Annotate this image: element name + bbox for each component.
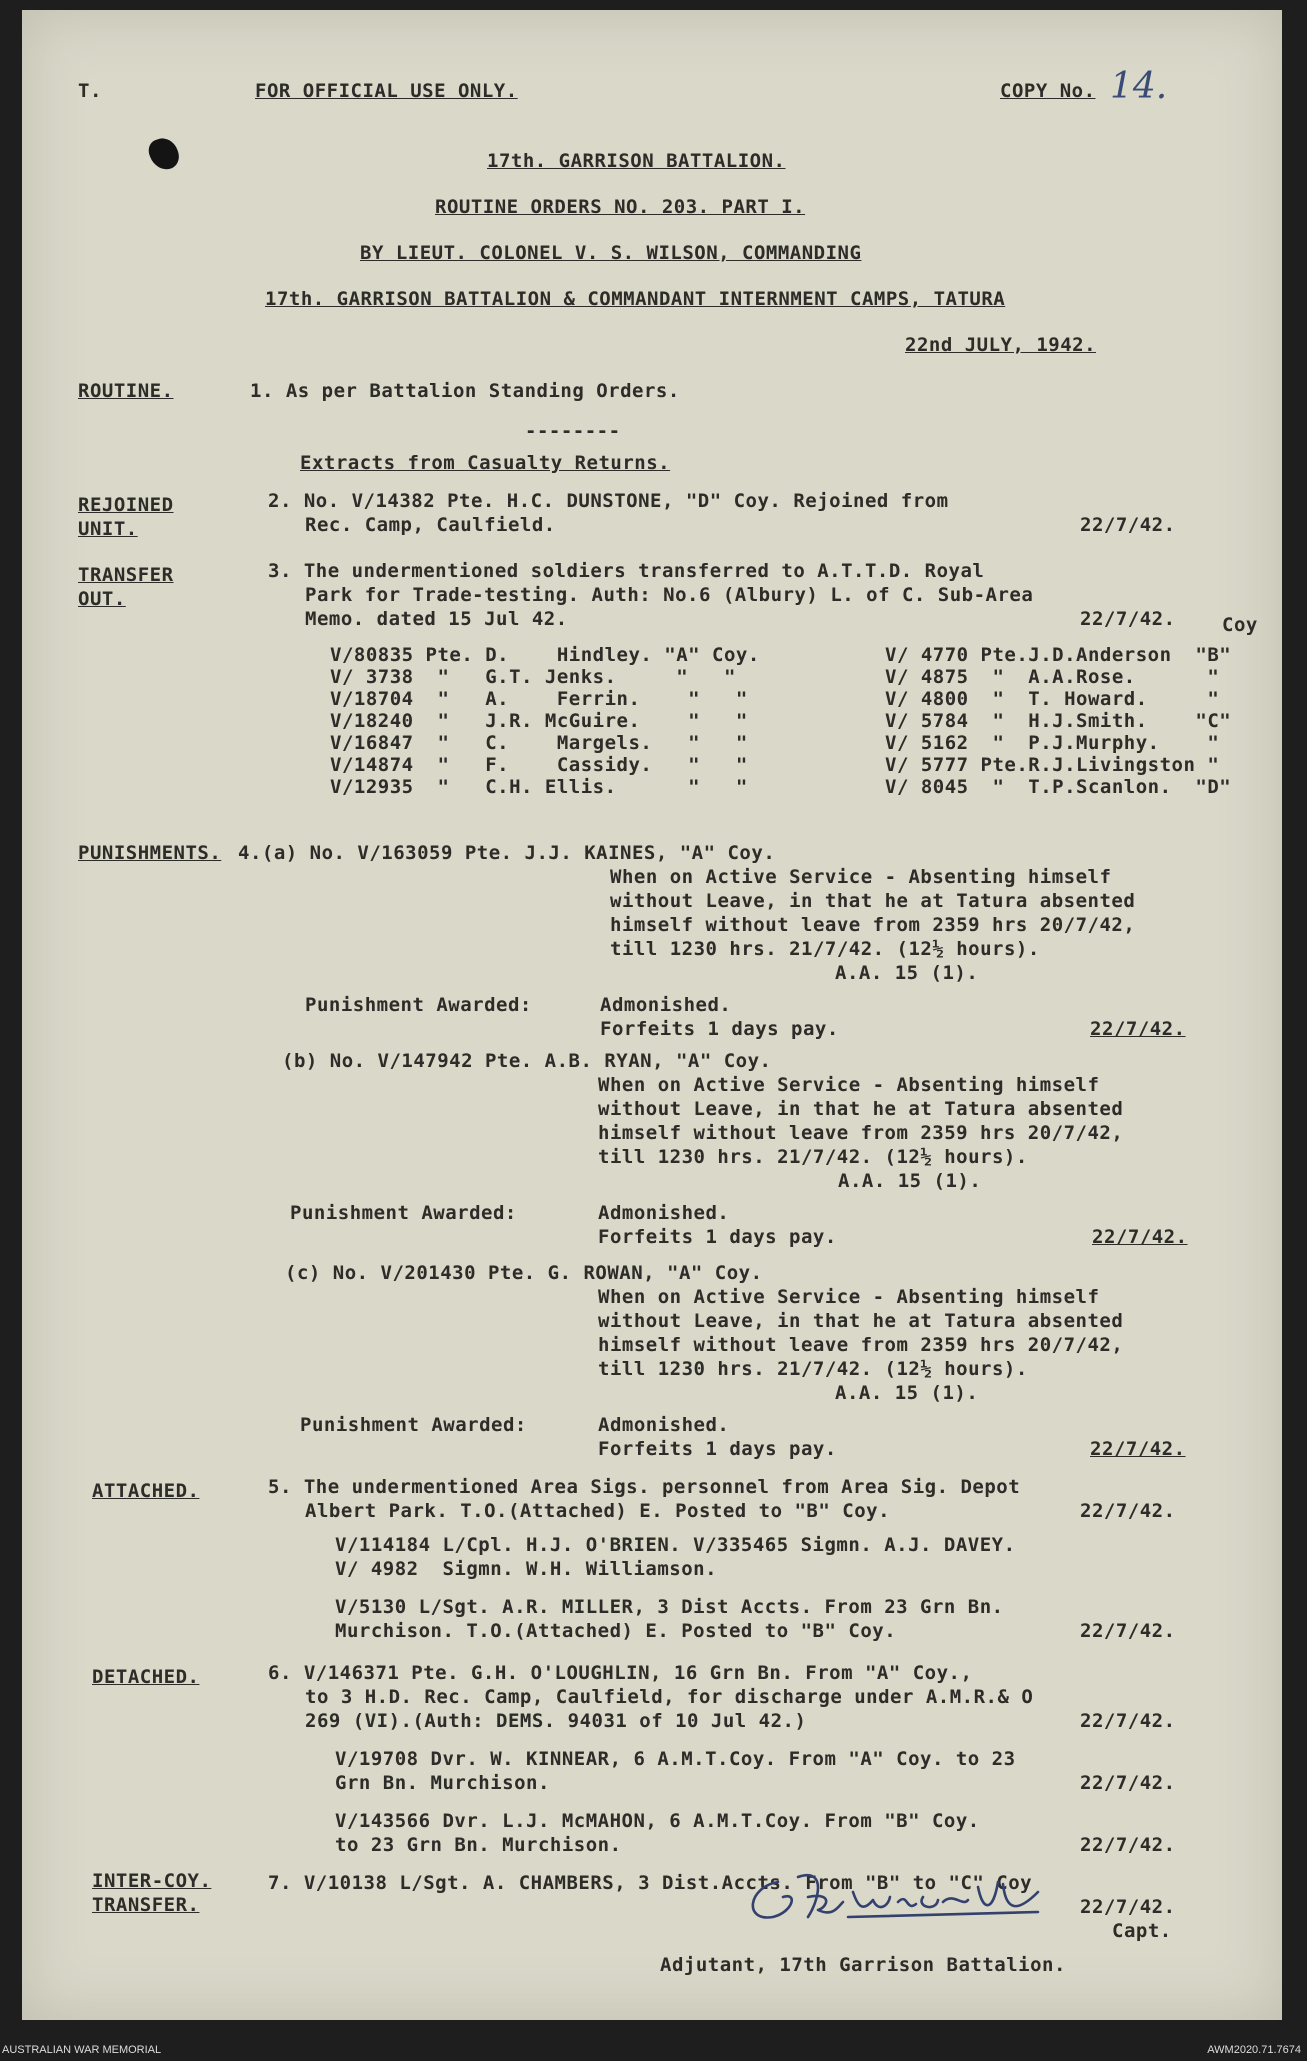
casualty-extracts-heading: Extracts from Casualty Returns. (300, 452, 671, 474)
punishments-heading: PUNISHMENTS. (78, 842, 222, 864)
rejoined-heading: REJOINED (78, 494, 174, 516)
attached-line-1: 5. The undermentioned Area Sigs. personnel from Area Sig. Depot (268, 1476, 1021, 1498)
rejoined-date: 22/7/42. (1080, 514, 1176, 536)
list-item: V/ 5777 Pte.R.J.Livingston " (885, 754, 1220, 776)
footer-accession-number: AWM2020.71.7674 (1207, 2044, 1301, 2056)
punishment-b-date: 22/7/42. (1092, 1226, 1188, 1248)
attached-date-1: 22/7/42. (1080, 1500, 1176, 1522)
routine-item: 1. As per Battalion Standing Orders. (250, 380, 680, 402)
list-item: V/ 5162 " P.J.Murphy. " (885, 732, 1220, 754)
list-item: V/18704 " A. Ferrin. " " (330, 688, 748, 710)
handwritten-signature (738, 1862, 1098, 1936)
punishment-c-offence-4: till 1230 hrs. 21/7/42. (12½ hours). (598, 1358, 1028, 1380)
inter-coy-heading: INTER-COY. (92, 1870, 212, 1892)
battalion-title: 17th. GARRISON BATTALION. (487, 150, 786, 172)
attached-line-6: Murchison. T.O.(Attached) E. Posted to "B" Coy. (335, 1620, 897, 1642)
punishment-a-offence-4: till 1230 hrs. 21/7/42. (12½ hours). (610, 938, 1040, 960)
order-date: 22nd JULY, 1942. (905, 334, 1097, 356)
list-item: V/18240 " J.R. McGuire. " " (330, 710, 748, 732)
detached-line-5: Grn Bn. Murchison. (335, 1772, 550, 1794)
inter-coy-date: 22/7/42. (1080, 1896, 1176, 1918)
detached-line-3: 269 (VI).(Auth: DEMS. 94031 of 10 Jul 42.) (305, 1710, 807, 1732)
punishment-b-offence-4: till 1230 hrs. 21/7/42. (12½ hours). (598, 1146, 1028, 1168)
punishment-b-award: Admonished. (598, 1202, 730, 1224)
rejoined-heading-2: UNIT. (78, 518, 138, 540)
punishment-a-forfeit: Forfeits 1 days pay. (600, 1018, 839, 1040)
list-item: V/ 5784 " H.J.Smith. "C" (885, 710, 1232, 732)
detached-date-3: 22/7/42. (1080, 1834, 1176, 1856)
transfer-coy-header: Coy (1222, 614, 1258, 636)
punishment-c-act: A.A. 15 (1). (835, 1382, 979, 1404)
list-item: V/ 4875 " A.A.Rose. " (885, 666, 1220, 688)
punishment-c-award-label: Punishment Awarded: (300, 1414, 527, 1436)
punishment-c-offence-3: himself without leave from 2359 hrs 20/7/42, (598, 1334, 1124, 1356)
punishment-a-offence-2: without Leave, in that he at Tatura absented (610, 890, 1136, 912)
transfer-list-right (885, 644, 1231, 798)
punishment-a-award: Admonished. (600, 994, 732, 1016)
punishment-a-offence-3: himself without leave from 2359 hrs 20/7/42, (610, 914, 1136, 936)
unit-title: 17th. GARRISON BATTALION & COMMANDANT INTERNMENT CAMPS, TATURA (265, 288, 1006, 310)
punishment-a-line: 4.(a) No. V/163059 Pte. J.J. KAINES, "A" Coy. (238, 842, 776, 864)
signature-drawing (738, 1862, 1098, 1932)
attached-date-2: 22/7/42. (1080, 1620, 1176, 1642)
detached-line-7: to 23 Grn Bn. Murchison. (335, 1834, 622, 1856)
detached-line-6: V/143566 Dvr. L.J. McMAHON, 6 A.M.T.Coy. From "B" Coy. (335, 1810, 980, 1832)
detached-line-1: 6. V/146371 Pte. G.H. O'LOUGHLIN, 16 Grn Bn. From "A" Coy., (268, 1662, 973, 1684)
list-item: V/12935 " C.H. Ellis. " " (330, 776, 748, 798)
punishment-b-award-label: Punishment Awarded: (290, 1202, 517, 1224)
attached-line-3: V/114184 L/Cpl. H.J. O'BRIEN. V/335465 Sigmn. A.J. DAVEY. (335, 1534, 1016, 1556)
punishment-a-act: A.A. 15 (1). (835, 962, 979, 984)
list-item: V/14874 " F. Cassidy. " " (330, 754, 748, 776)
copy-number: 14. (1110, 66, 1168, 107)
punishment-a-award-label: Punishment Awarded: (305, 994, 532, 1016)
transfer-list-left (330, 644, 760, 798)
punishment-c-award: Admonished. (598, 1414, 730, 1436)
rejoined-line-2: Rec. Camp, Caulfield. (305, 514, 556, 536)
transfer-heading: TRANSFER (78, 564, 174, 586)
transfer-line-2: Park for Trade-testing. Auth: No.6 (Albury) L. of C. Sub-Area (305, 584, 1034, 606)
transfer-heading-2: OUT. (78, 588, 126, 610)
punishment-b-offence-3: himself without leave from 2359 hrs 20/7/42, (598, 1122, 1124, 1144)
security-classification: FOR OFFICIAL USE ONLY. (255, 80, 518, 102)
transfer-line-3: Memo. dated 15 Jul 42. (305, 608, 568, 630)
inter-coy-line-1: 7. V/10138 L/Sgt. A. CHAMBERS, 3 Dist.Accts. From "B" to "C" Coy (268, 1872, 1033, 1894)
list-item: V/ 4770 Pte.J.D.Anderson "B" (885, 644, 1232, 666)
punishment-b-line: (b) No. V/147942 Pte. A.B. RYAN, "A" Coy. (282, 1050, 772, 1072)
list-item: V/ 3738 " G.T. Jenks. " " (330, 666, 736, 688)
punishment-c-forfeit: Forfeits 1 days pay. (598, 1438, 837, 1460)
punishment-c-date: 22/7/42. (1090, 1438, 1186, 1460)
separator: -------- (525, 420, 621, 442)
punishment-c-offence-2: without Leave, in that he at Tatura absented (598, 1310, 1124, 1332)
punishment-c-line: (c) No. V/201430 Pte. G. ROWAN, "A" Coy. (285, 1262, 763, 1284)
list-item: V/16847 " C. Margels. " " (330, 732, 748, 754)
commanding-officer-line: BY LIEUT. COLONEL V. S. WILSON, COMMANDING (360, 242, 862, 264)
page-marker: T. (78, 80, 102, 102)
transfer-date: 22/7/42. (1080, 608, 1176, 630)
detached-line-2: to 3 H.D. Rec. Camp, Caulfield, for discharge under A.M.R.& O (305, 1686, 1034, 1708)
routine-heading: ROUTINE. (78, 380, 174, 402)
signatory-rank: Capt. (1112, 1920, 1172, 1942)
rejoined-line-1: 2. No. V/14382 Pte. H.C. DUNSTONE, "D" Coy. Rejoined from (268, 490, 949, 512)
punch-hole (145, 134, 182, 174)
punishment-b-offence-2: without Leave, in that he at Tatura absented (598, 1098, 1124, 1120)
footer-credit: AUSTRALIAN WAR MEMORIAL (2, 2044, 162, 2056)
detached-date-2: 22/7/42. (1080, 1772, 1176, 1794)
punishment-c-offence-1: When on Active Service - Absenting himself (598, 1286, 1100, 1308)
inter-coy-heading-2: TRANSFER. (92, 1894, 200, 1916)
attached-line-2: Albert Park. T.O.(Attached) E. Posted to "B" Coy. (305, 1500, 891, 1522)
transfer-line-1: 3. The undermentioned soldiers transferred to A.T.T.D. Royal (268, 560, 985, 582)
detached-heading: DETACHED. (92, 1666, 200, 1688)
list-item: V/80835 Pte. D. Hindley. "A" Coy. (330, 644, 760, 666)
punishment-a-date: 22/7/42. (1090, 1018, 1186, 1040)
attached-line-5: V/5130 L/Sgt. A.R. MILLER, 3 Dist Accts. From 23 Grn Bn. (335, 1596, 1004, 1618)
detached-date-1: 22/7/42. (1080, 1710, 1176, 1732)
signatory-title: Adjutant, 17th Garrison Battalion. (660, 1954, 1066, 1976)
detached-line-4: V/19708 Dvr. W. KINNEAR, 6 A.M.T.Coy. From "A" Coy. to 23 (335, 1748, 1016, 1770)
list-item: V/ 4800 " T. Howard. " (885, 688, 1220, 710)
punishment-a-offence-1: When on Active Service - Absenting himself (610, 866, 1112, 888)
copy-label: COPY No. (1000, 80, 1096, 102)
list-item: V/ 8045 " T.P.Scanlon. "D" (885, 776, 1232, 798)
attached-line-4: V/ 4982 Sigmn. W.H. Williamson. (335, 1558, 718, 1580)
punishment-b-offence-1: When on Active Service - Absenting himself (598, 1074, 1100, 1096)
attached-heading: ATTACHED. (92, 1480, 200, 1502)
punishment-b-act: A.A. 15 (1). (838, 1170, 982, 1192)
punishment-b-forfeit: Forfeits 1 days pay. (598, 1226, 837, 1248)
routine-orders-title: ROUTINE ORDERS NO. 203. PART I. (435, 196, 806, 218)
